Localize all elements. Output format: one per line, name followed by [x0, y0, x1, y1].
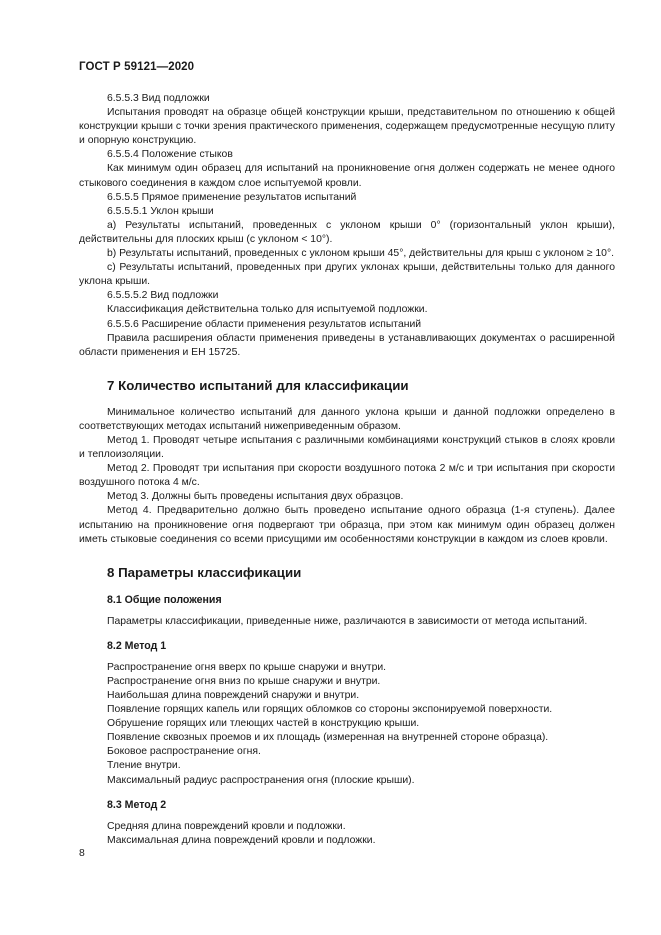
clause-heading: 6.5.5.5 Прямое применение результатов испытаний: [107, 191, 357, 203]
list-item: Обрушение горящих или тлеющих частей в конструкцию крыши.: [107, 718, 420, 730]
paragraph: Минимальное количество испытаний для данного уклона крыши и данной подложки определено в соответствующих методах испытаний нижеприведенным образом.: [79, 406, 615, 432]
section-8-title: 8 Параметры классификации: [107, 564, 302, 580]
method-item: Метод 1. Проводят четыре испытания с различными комбинациями конструкций стыков в слоях кровли и теплоизоляции.: [79, 434, 615, 461]
list-item: Наибольшая длина повреждений снаружи и внутри.: [107, 690, 360, 701]
list-item: c) Результаты испытаний, проведенных при других уклонах крыши, действительны только для данного уклона крыши.: [79, 262, 615, 288]
clause-heading: 6.5.5.5.2 Вид подложки: [107, 290, 219, 302]
list-item: Распространение огня вниз по крыше снаружи и внутри.: [107, 675, 381, 687]
subsection-8-2-title: 8.2 Метод 1: [107, 639, 167, 652]
method-item: Метод 2. Проводят три испытания при скорости воздушного потока 2 м/с и три испытания при скорости воздушного потока 4 м/с.: [79, 463, 615, 489]
list-item: Максимальный радиус распространения огня (плоские крыши).: [107, 774, 415, 786]
paragraph: Параметры классификации, приведенные ниже, различаются в зависимости от метода испытаний.: [107, 615, 588, 627]
section-7-title: 7 Количество испытаний для классификации: [107, 377, 409, 393]
paragraph: Как минимум один образец для испытаний на проникновение огня должен содержать не менее одного стыкового соединения в каждом слое испытуемой кровли.: [79, 163, 615, 189]
section-7-body: [79, 406, 615, 547]
page-number: 8: [79, 848, 85, 859]
document-header: ГОСТ Р 59121—2020: [79, 61, 195, 73]
clause-heading: 6.5.5.6 Расширение области применения результатов испытаний: [107, 318, 422, 330]
paragraph: Испытания проводят на образце общей конструкции крыши, представительном по отношению к общей конструкции крыши с точки зрения практического применения, содержащем предусмотренные несущую плиту и опорную конструкцию.: [79, 107, 615, 147]
subsection-8-1-title: 8.1 Общие положения: [107, 593, 222, 606]
paragraph: Классификация действительна только для испытуемой подложки.: [107, 304, 428, 316]
list-item: Распространение огня вверх по крыше снаружи и внутри.: [107, 661, 387, 673]
list-item: Появление горящих капель или горящих обломков со стороны экспонируемой поверхности.: [107, 704, 553, 716]
clause-heading: 6.5.5.5.1 Уклон крыши: [107, 205, 214, 217]
list-item: Появление сквозных проемов и их площадь (измеренная на внутренней стороне образца).: [107, 732, 549, 744]
clause-heading: 6.5.5.4 Положение стыков: [107, 149, 233, 161]
list-item: а) Результаты испытаний, проведенных с уклоном крыши 0° (горизонтальный уклон крыши), действительны для плоских крыш (с уклоном < 10°).: [79, 219, 615, 245]
list-item: Средняя длина повреждений кровли и подложки.: [107, 820, 346, 832]
list-item: Максимальная длина повреждений кровли и подложки.: [107, 834, 376, 846]
list-item: b) Результаты испытаний, проведенных с уклоном крыши 45°, действительны для крыш с уклоном ≥ 10°.: [107, 248, 614, 260]
clause-heading: 6.5.5.3 Вид подложки: [107, 93, 210, 104]
method-item: Метод 3. Должны быть проведены испытания двух образцов.: [107, 491, 404, 503]
subsection-8-2-body: [79, 661, 615, 788]
list-item: Боковое распространение огня.: [107, 746, 261, 758]
list-item: Тление внутри.: [107, 760, 181, 772]
subsection-8-3-title: 8.3 Метод 2: [107, 798, 167, 811]
page-content: [79, 92, 615, 848]
paragraph: Правила расширения области применения приведены в устанавливающих документах о расширенной области применения и ЕН 15725.: [79, 332, 615, 358]
method-item: Метод 4. Предварительно должно быть проведено испытание одного образца (1-я ступень). Далее испытанию на проникновение огня подвергают три образца, при этом как минимум один образец должен иметь стыковые соединения со всеми присущими им особенностями конструкции в каждом из слоев кровли.: [79, 505, 615, 545]
subsection-8-1-body: [79, 615, 615, 629]
subsection-8-3-body: [79, 820, 615, 848]
